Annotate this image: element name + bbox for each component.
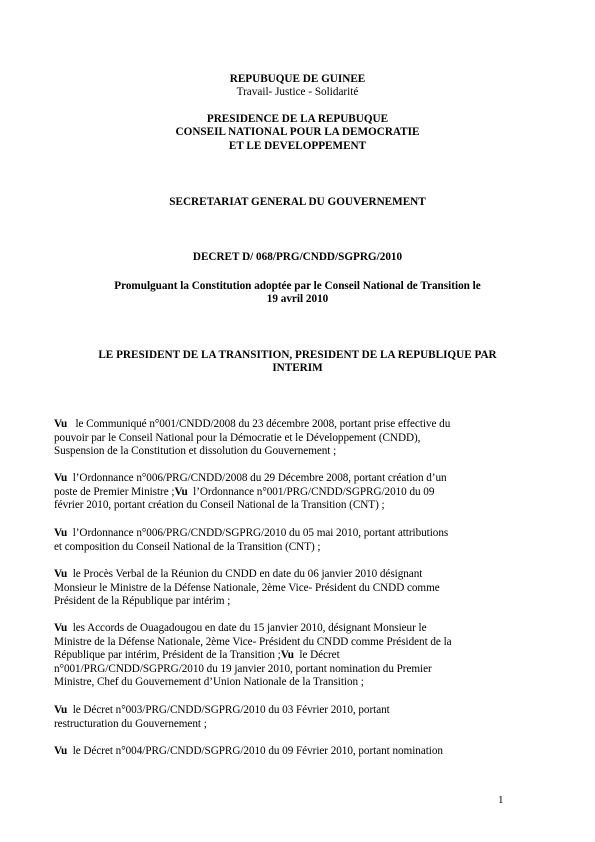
paragraph-line: février 2010, portant création du Conseil National de la Transition (CNT) ;	[54, 499, 385, 512]
vu-label: Vu	[54, 745, 68, 757]
paragraph-line: restructuration du Gouvernement ;	[54, 717, 207, 730]
vu-label: Vu	[54, 527, 68, 539]
decree-subject-line-2: 19 avril 2010	[266, 293, 329, 305]
vu-label: Vu	[54, 568, 68, 580]
national-motto: Travail- Justice - Solidarité	[236, 86, 359, 98]
secretariat-title: SECRETARIAT GENERAL DU GOUVERNEMENT	[169, 196, 426, 208]
paragraph-line: les Accords de Ouagadougou en date du 15 janvier 2010, désignant Monsieur le	[72, 622, 427, 634]
vu-paragraph-7	[54, 745, 540, 759]
country-name: REPUBUQUE DE GUINEE	[229, 73, 366, 85]
vu-paragraph-5	[54, 622, 540, 690]
paragraph-line: n°001/PRG/CNDD/SGPRG/2010 du 19 janvier 2010, portant nomination du Premier	[54, 662, 432, 675]
vu-label: Vu	[54, 418, 68, 430]
paragraph-line: le Décret n°004/PRG/CNDD/SGPRG/2010 du 09 Février 2010, portant nomination	[72, 745, 443, 757]
paragraph-line: Ministre de la Défense Nationale, 2ème Vice- Président du CNDD comme Président de la	[54, 635, 452, 648]
vu-paragraph-3	[54, 527, 540, 554]
president-title-line-1: LE PRESIDENT DE LA TRANSITION, PRESIDENT DE LA REPUBLIQUE PAR	[98, 349, 497, 361]
paragraph-line: le Procès Verbal de la Réunion du CNDD en date du 06 janvier 2010 désignant	[72, 568, 423, 580]
decree-number: DECRET D/ 068/PRG/CNDD/SGPRG/2010	[192, 251, 403, 263]
page-number: 1	[498, 794, 504, 806]
vu-paragraph-1	[54, 418, 540, 459]
paragraph-line: le Décret	[299, 649, 340, 662]
paragraph-line: Suspension de la Constitution et dissolution du Gouvernement ;	[54, 445, 337, 458]
presidence-line-3: ET LE DEVELOPPEMENT	[228, 140, 367, 152]
paragraph-line: Monsieur le Ministre de la Défense Nationale, 2ème Vice- Président du CNDD comme	[54, 581, 440, 594]
vu-label: Vu	[280, 649, 294, 662]
paragraph-line: l’Ordonnance n°006/PRG/CNDD/2008 du 29 Décembre 2008, portant création d’un	[72, 472, 447, 484]
vu-label: Vu	[174, 485, 188, 498]
paragraph-line: et composition du Conseil National de la Transition (CNT) ;	[54, 540, 321, 553]
vu-paragraph-4	[54, 568, 540, 609]
paragraph-line: l’Ordonnance n°006/PRG/CNDD/SGPRG/2010 du 05 mai 2010, portant attributions	[72, 527, 449, 539]
vu-label: Vu	[54, 622, 68, 634]
paragraph-line: République par intérim, Président de la Transition ;	[54, 649, 281, 662]
vu-paragraph-2	[54, 472, 540, 513]
paragraph-line: le Décret n°003/PRG/CNDD/SGPRG/2010 du 03 Février 2010, portant	[72, 704, 390, 716]
vu-paragraph-6	[54, 704, 540, 731]
paragraph-line: poste de Premier Ministre ;	[54, 485, 175, 498]
president-title-line-2: INTERIM	[272, 362, 323, 374]
vu-label: Vu	[54, 472, 68, 484]
paragraph-line: l’Ordonnance n°001/PRG/CNDD/SGPRG/2010 du 09	[193, 485, 435, 498]
presidence-line-2: CONSEIL NATIONAL POUR LA DEMOCRATIE	[175, 126, 420, 138]
paragraph-line: le Communiqué n°001/CNDD/2008 du 23 décembre 2008, portant prise effective du	[75, 418, 451, 430]
vu-label: Vu	[54, 704, 68, 716]
presidence-line-1: PRESIDENCE DE LA REPUBUQUE	[206, 113, 389, 125]
paragraph-line: pouvoir par le Conseil National pour la Démocratie et le Développement (CNDD),	[54, 431, 421, 444]
decree-subject-line-1: Promulguant la Constitution adoptée par le Conseil National de Transition le	[114, 280, 481, 292]
paragraph-line: Ministre, Chef du Gouvernement d’Union Nationale de la Transition ;	[54, 676, 364, 689]
paragraph-line: Président de la République par intérim ;	[54, 595, 231, 608]
